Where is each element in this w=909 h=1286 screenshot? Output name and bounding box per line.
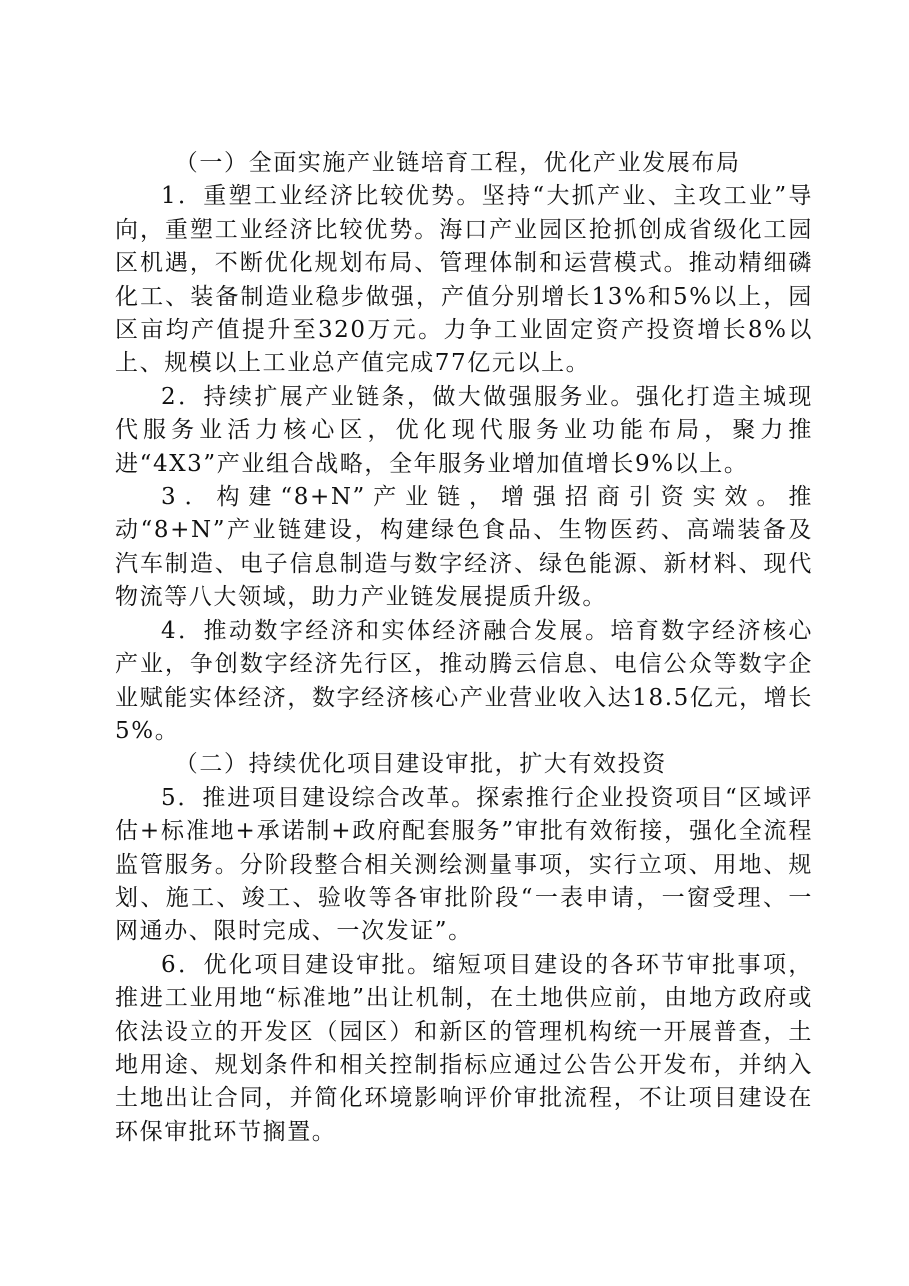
paragraph-1: 1．重塑工业经济比较优势。坚持“大抓产业、主攻工业”导向，重塑工业经济比较优势。海口产业园区抢抓创成省级化工园区机遇，不断优化规划布局、管理体制和运营模式。推动精细磷化工、装备制造业稳步做强，产值分别增长13%和5%以上，园区亩均产值提升至320万元。力争工业固定资产投资增长8%以上、规模以上工业总产值完成77亿元以上。 [115,183,813,377]
section-heading-2: （二）持续优化项目建设审批，扩大有效投资 [174,751,667,778]
paragraph-3: 3．构建“8+N”产业链，增强招商引资实效。推动“8+N”产业链建设，构建绿色食品、生物医药、高端装备及汽车制造、电子信息制造与数字经济、绿色能源、新材料、现代物流等八大领域，助力产业链发展提质升级。 [115,484,813,611]
paragraph-2: 2．持续扩展产业链条，做大做强服务业。强化打造主城现代服务业活力核心区，优化现代服务业功能布局，聚力推进“4X3”产业组合战略，全年服务业增加值增长9%以上。 [115,383,813,477]
paragraph-4: 4．推动数字经济和实体经济融合发展。培育数字经济核心产业，争创数字经济先行区，推动腾云信息、电信公众等数字企业赋能实体经济，数字经济核心产业营业收入达18.5亿元，增长5%。 [115,617,813,744]
section-heading-1: （一）全面实施产业链培育工程，优化产业发展布局 [174,150,741,176]
paragraph-6: 6．优化项目建设审批。缩短项目建设的各环节审批事项，推进工业用地“标准地”出让机制，在土地供应前，由地方政府或依法设立的开发区（园区）和新区的管理机构统一开展普查，土地用途、规划条件和相关控制指标应通过公告公开发布，并纳入土地出让合同，并简化环境影响评价审批流程，不让项目建设在环保审批环节搁置。 [115,951,813,1145]
paragraph-5: 5．推进项目建设综合改革。探索推行企业投资项目“区域评估+标准地+承诺制+政府配套服务”审批有效衔接，强化全流程监管服务。分阶段整合相关测绘测量事项，实行立项、用地、规划、施工、竣工、验收等各审批阶段“一表申请，一窗受理、一网通办、限时完成、一次发证”。 [115,784,813,945]
document-body [115,147,813,1149]
